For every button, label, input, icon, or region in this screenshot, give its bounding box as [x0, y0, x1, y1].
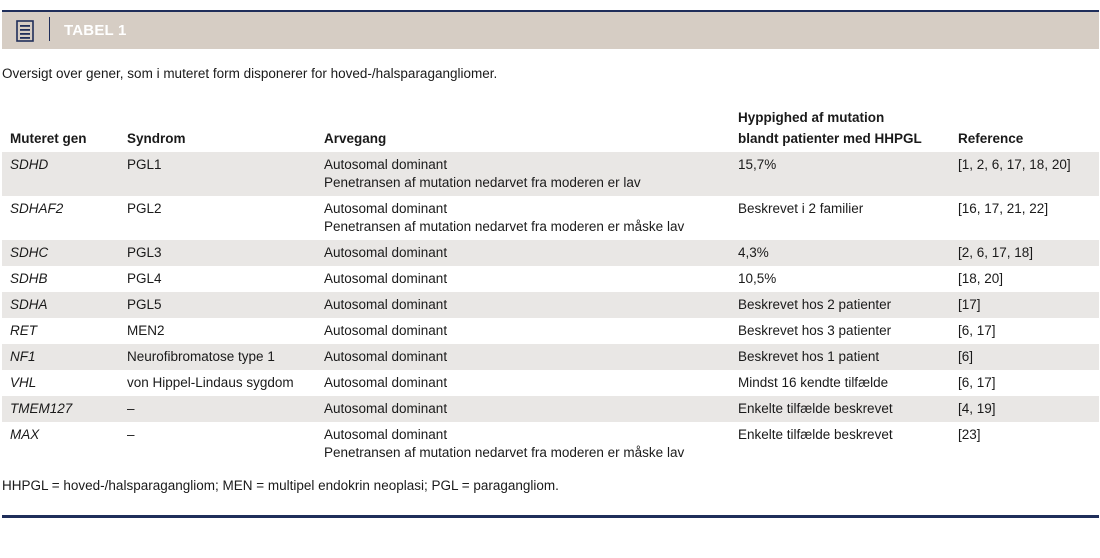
table-row [2, 396, 1099, 422]
header-reference: Reference [958, 131, 1024, 146]
cell-syndrome: PGL4 [127, 271, 162, 286]
header-frequency-line1: Hyppighed af mutation [738, 110, 885, 125]
cell-frequency: 4,3% [730, 240, 950, 266]
gene-table [2, 106, 1099, 466]
icon-divider [49, 17, 50, 41]
table-title-band [2, 12, 1099, 49]
cell-inheritance [316, 344, 730, 370]
cell-gene: SDHAF2 [10, 201, 64, 216]
table-caption: Oversigt over gener, som i muteret form disponerer for hoved-/halsparagangliomer. [2, 66, 498, 81]
cell-reference: [6, 17] [958, 375, 996, 390]
bottom-rule [2, 515, 1099, 518]
table-title: TABEL 1 [64, 22, 127, 39]
cell-gene: TMEM127 [2, 396, 119, 422]
cell-frequency: Beskrevet hos 1 patient [730, 344, 950, 370]
inheritance-text: Autosomal dominant [324, 349, 448, 364]
cell-reference: [18, 20] [958, 271, 1004, 286]
inheritance-text: Autosomal dominant [324, 297, 448, 312]
table-footnote: HHPGL = hoved-/halsparagangliom; MEN = multipel endokrin neoplasi; PGL = paragangliom. [2, 478, 559, 493]
cell-frequency: Beskrevet i 2 familier [738, 201, 864, 216]
header-frequency-line2: blandt patienter med HHPGL [738, 131, 922, 146]
cell-gene: MAX [10, 427, 40, 442]
cell-syndrome: PGL2 [127, 201, 162, 216]
cell-frequency: Enkelte tilfælde beskrevet [738, 427, 893, 442]
cell-gene: SDHB [10, 271, 48, 286]
cell-reference: [16, 17, 21, 22] [958, 201, 1049, 216]
table-icon [16, 20, 34, 42]
table-row [2, 196, 1099, 240]
cell-inheritance [316, 370, 730, 396]
inheritance-text: Autosomal dominant [324, 245, 448, 260]
cell-reference: [1, 2, 6, 17, 18, 20] [950, 152, 1099, 196]
cell-inheritance [316, 240, 730, 266]
cell-frequency: Enkelte tilfælde beskrevet [730, 396, 950, 422]
cell-inheritance [316, 196, 730, 240]
cell-syndrome: PGL3 [119, 240, 316, 266]
penetrance-note: Penetransen af mutation nedarvet fra moderen er lav [324, 175, 641, 190]
cell-inheritance [316, 318, 730, 344]
inheritance-text: Autosomal dominant [324, 157, 448, 172]
inheritance-text: Autosomal dominant [324, 401, 448, 416]
cell-gene: SDHA [2, 292, 119, 318]
cell-syndrome: – [119, 396, 316, 422]
table-row [2, 318, 1099, 344]
table-row [2, 240, 1099, 266]
table-row [2, 344, 1099, 370]
table-body [2, 152, 1099, 466]
table-header-row [2, 106, 1099, 152]
cell-inheritance [316, 152, 730, 196]
cell-reference: [6, 17] [958, 323, 996, 338]
cell-reference: [23] [958, 427, 981, 442]
cell-syndrome: – [127, 427, 135, 442]
cell-inheritance [316, 292, 730, 318]
cell-gene: NF1 [2, 344, 119, 370]
cell-inheritance [316, 266, 730, 292]
inheritance-text: Autosomal dominant [324, 271, 448, 286]
cell-syndrome: PGL1 [119, 152, 316, 196]
cell-frequency: Beskrevet hos 3 patienter [738, 323, 892, 338]
cell-frequency: Beskrevet hos 2 patienter [730, 292, 950, 318]
cell-syndrome: von Hippel-Lindaus sygdom [127, 375, 294, 390]
cell-gene: VHL [10, 375, 37, 390]
inheritance-text: Autosomal dominant [324, 375, 448, 390]
cell-reference: [17] [950, 292, 1099, 318]
penetrance-note: Penetransen af mutation nedarvet fra moderen er måske lav [324, 445, 685, 460]
header-frequency [730, 106, 950, 152]
table-row [2, 266, 1099, 292]
header-syndrome: Syndrom [127, 131, 186, 146]
cell-gene: SDHD [2, 152, 119, 196]
cell-frequency: Mindst 16 kendte tilfælde [738, 375, 889, 390]
cell-frequency: 15,7% [730, 152, 950, 196]
cell-syndrome: PGL5 [119, 292, 316, 318]
cell-frequency: 10,5% [738, 271, 777, 286]
inheritance-text: Autosomal dominant [324, 323, 448, 338]
inheritance-text: Autosomal dominant [324, 427, 448, 442]
inheritance-text: Autosomal dominant [324, 201, 448, 216]
cell-gene: SDHC [2, 240, 119, 266]
table-row [2, 370, 1099, 396]
cell-inheritance [316, 422, 730, 466]
cell-syndrome: Neurofibromatose type 1 [119, 344, 316, 370]
cell-gene: RET [10, 323, 37, 338]
table-row [2, 422, 1099, 466]
cell-inheritance [316, 396, 730, 422]
cell-syndrome: MEN2 [127, 323, 165, 338]
cell-reference: [4, 19] [950, 396, 1099, 422]
penetrance-note: Penetransen af mutation nedarvet fra moderen er måske lav [324, 219, 685, 234]
header-inheritance: Arvegang [324, 131, 387, 146]
table-row [2, 152, 1099, 196]
cell-reference: [6] [950, 344, 1099, 370]
table-row [2, 292, 1099, 318]
cell-reference: [2, 6, 17, 18] [950, 240, 1099, 266]
header-gene: Muteret gen [10, 131, 87, 146]
